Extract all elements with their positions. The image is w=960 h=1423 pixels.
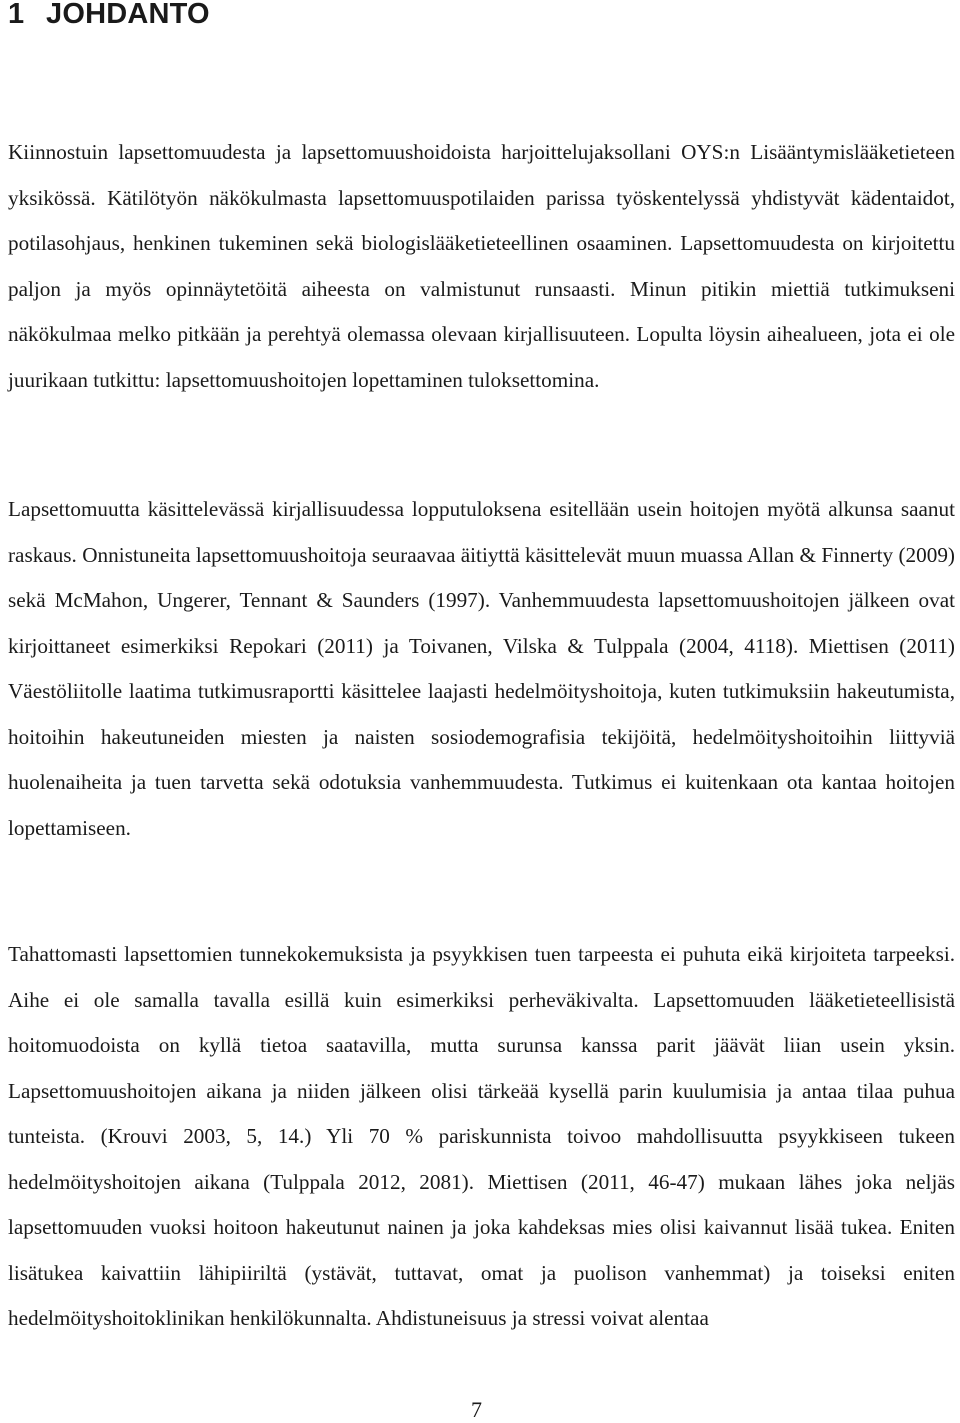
paragraph-2: Lapsettomuutta käsittelevässä kirjallisuudessa lopputuloksena esitellään usein hoitojen myötä alkunsa saanut raskaus. Onnistuneita lapsettomuushoitoja seuraavaa äitiyttä käsittelevät muun muassa Allan & Finnerty (2009) sekä McMahon, Ungerer, Tennant & Saunders (1997). Vanhemmuudesta lapsettomuushoitojen jälkeen ovat kirjoittaneet esimerkiksi Repokari (2011) ja Toivanen, Vilska & Tulppala (2004, 4118). Miettisen (2011) Väestöliitolle laatima tutkimusraportti käsittelee laajasti hedelmöityshoitoja, kuten tutkimuksiin hakeutumista, hoitoihin hakeutuneiden miesten ja naisten sosiodemografisia tekijöitä, hedelmöityshoitoihin liittyviä huolenaiheita ja tuen tarvetta sekä odotuksia vanhemmuudesta. Tutkimus ei kuitenkaan ota kantaa hoitojen lopettamiseen.: [8, 497, 955, 840]
paragraph-3: Tahattomasti lapsettomien tunnekokemuksista ja psyykkisen tuen tarpeesta ei puhuta eikä kirjoiteta tarpeeksi. Aihe ei ole samalla tavalla esillä kuin esimerkiksi perheväkivalta. Lapsettomuuden lääketieteellisistä hoitomuodoista on kyllä tietoa saatavilla, mutta surunsa kanssa parit jäävät liian usein yksin. Lapsettomuushoitojen aikana ja niiden jälkeen olisi tärkeää kysellä parin kuulumisia ja antaa tilaa puhua tunteista. (Krouvi 2003, 5, 14.) Yli 70 % pariskunnista toivoo mahdollisuutta psyykkiseen tukeen hedelmöityshoitojen aikana (Tulppala 2012, 2081). Miettisen (2011, 46-47) mukaan lähes joka neljäs lapsettomuuden vuoksi hoitoon hakeutunut nainen ja joka kahdeksas mies olisi kaivannut lisää tukea. Eniten lisätukea kaivattiin lähipiiriltä (ystävät, tuttavat, omat ja puolison vanhemmat) ja toiseksi eniten hedelmöityshoitoklinikan henkilökunnalta. Ahdistuneisuus ja stressi voivat alentaa: [8, 942, 955, 1330]
chapter-heading: [8, 0, 210, 32]
paragraph-1: Kiinnostuin lapsettomuudesta ja lapsettomuushoidoista harjoittelujaksollani OYS:n Lisääntymislääketieteen yksikössä. Kätilötyön näkökulmasta lapsettomuuspotilaiden parissa työskentelyssä yhdistyvät kädentaidot, potilasohjaus, henkinen tukeminen sekä biologislääketieteellinen osaaminen. Lapsettomuudesta on kirjoitettu paljon ja myös opinnäytetöitä aiheesta on valmistunut runsaasti. Minun pitikin miettiä tutkimukseni näkökulmaa melko pitkään ja perehtyä olemassa olevaan kirjallisuuteen. Lopulta löysin aihealueen, jota ei ole juurikaan tutkittu: lapsettomuushoitojen lopettaminen tuloksettomina.: [8, 140, 955, 392]
page-number: 7: [471, 1397, 482, 1422]
chapter-title: JOHDANTO: [46, 0, 210, 30]
chapter-number: 1: [8, 0, 25, 30]
